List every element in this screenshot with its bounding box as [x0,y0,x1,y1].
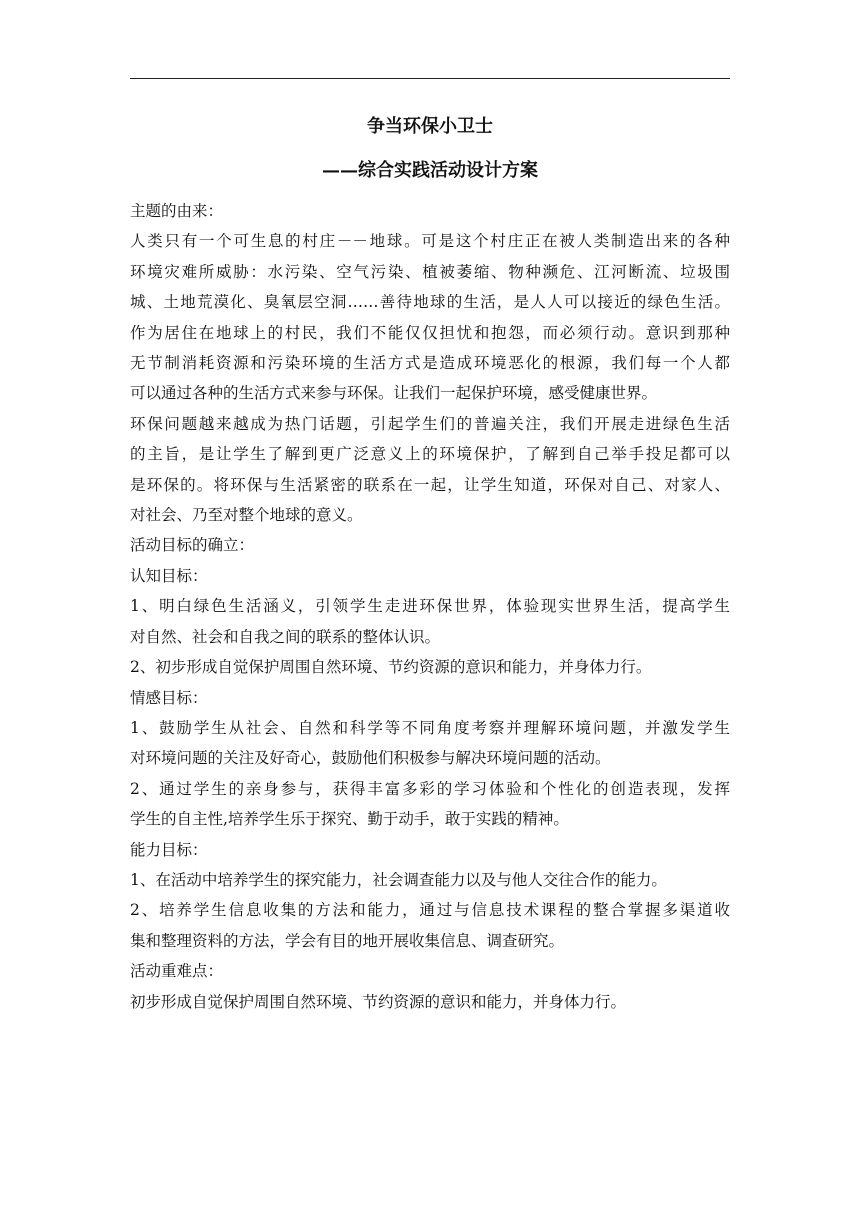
text-line: 能力目标： [130,840,208,859]
text-line: 对自然、社会和自我之间的联系的整体认识。 [130,627,441,646]
text-line: 情感目标： [130,688,208,707]
text-line: 1、鼓励学生从社会、自然和科学等不同角度考察并理解环境问题，并激发学生 [130,718,730,737]
text-line: 无节制消耗资源和污染环境的生活方式是造成环境恶化的根源，我们每一个人都 [130,354,730,373]
text-line: 人类只有一个可生息的村庄－－地球。可是这个村庄正在被人类制造出来的各种 [130,232,730,251]
text-line: 可以通过各种的生活方式来参与环保。让我们一起保护环境，感受健康世界。 [130,384,658,403]
text-line: 2、通过学生的亲身参与，获得丰富多彩的学习体验和个性化的创造表现，发挥 [130,779,730,798]
text-line: 1、明白绿色生活涵义，引领学生走进环保世界，体验现实世界生活，提高学生 [130,597,730,616]
text-line: 认知目标： [130,566,208,585]
text-line: 主题的由来： [130,202,224,220]
text-line: 的主旨，是让学生了解到更广泛意义上的环境保护，了解到自己举手投足都可以 [130,445,730,464]
document-content [130,112,730,1017]
document-title: 争当环保小卫士 [367,116,493,137]
document-subtitle: ——综合实践活动设计方案 [322,160,538,181]
text-line: 活动目标的确立： [130,536,255,555]
text-line: 学生的自主性,培养学生乐于探究、勤于动手，敢于实践的精神。 [130,810,569,829]
text-line: 1、在活动中培养学生的探究能力，社会调查能力以及与他人交往合作的能力。 [130,870,667,889]
text-line: 作为居住在地球上的村民，我们不能仅仅担忧和抱怨，而必须行动。意识到那种 [130,323,730,342]
text-line: 2、培养学生信息收集的方法和能力，通过与信息技术课程的整合掌握多渠道收 [130,901,730,920]
text-line: 初步形成自觉保护周围自然环境、节约资源的意识和能力，并身体力行。 [130,992,627,1011]
document-body [130,196,730,1017]
text-line: 对环境问题的关注及好奇心，鼓励他们积极参与解决环境问题的活动。 [130,749,611,768]
text-line: 环境灾难所威胁：水污染、空气污染、植被萎缩、物种濒危、江河断流、垃圾围 [130,262,730,281]
text-line: 对社会、乃至对整个地球的意义。 [130,506,363,525]
text-line: 城、土地荒漠化、臭氧层空洞……善待地球的生活，是人人可以接近的绿色生活。 [130,293,730,312]
header-rule [130,78,730,79]
text-line: 活动重难点： [130,962,224,981]
text-line: 是环保的。将环保与生活紧密的联系在一起，让学生知道，环保对自己、对家人、 [130,475,730,494]
text-line: 集和整理资料的方法，学会有目的地开展收集信息、调查研究。 [130,931,565,950]
text-line: 环保问题越来越成为热门话题，引起学生们的普遍关注，我们开展走进绿色生活 [130,414,730,433]
text-line: 2、初步形成自觉保护周围自然环境、节约资源的意识和能力，并身体力行。 [130,658,652,677]
